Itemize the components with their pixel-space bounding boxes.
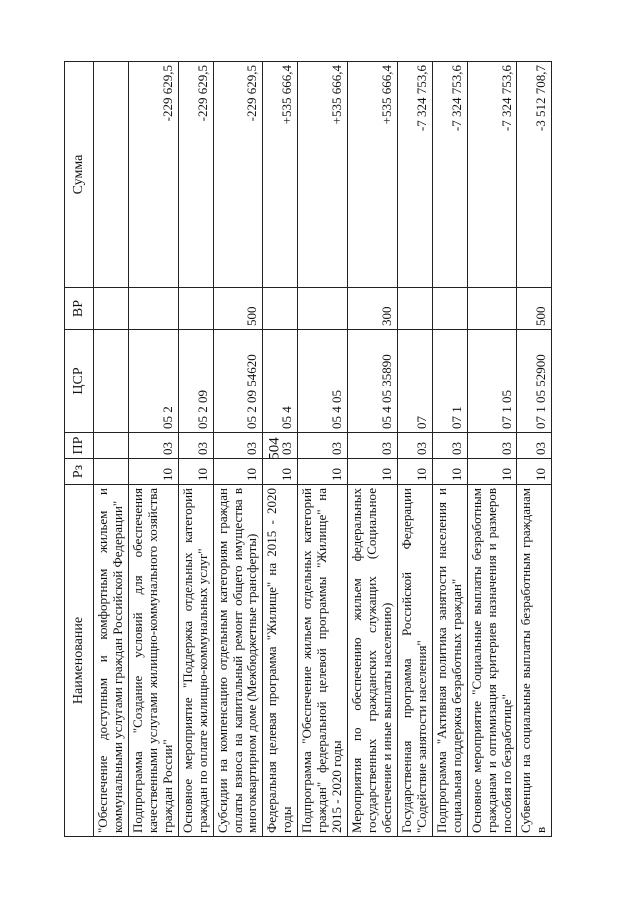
- table-row: [213, 62, 263, 837]
- cell-csr: 05 4 05 35890: [348, 330, 398, 433]
- cell-name: "Обеспечение доступным и комфортным жильем и коммунальными услугами граждан Российской Федерации": [94, 485, 129, 837]
- table-row: [128, 62, 178, 837]
- cell-vr: [94, 288, 129, 330]
- cell-name: Мероприятия по обеспечению жильем федеральных государственных гражданских служащих (Социальное обеспечение и иные выплаты населению): [348, 485, 398, 837]
- header-csr: ЦСР: [65, 330, 94, 433]
- cell-rz: 10: [263, 459, 298, 485]
- cell-pr: 03: [178, 433, 213, 459]
- table-body: [94, 62, 552, 837]
- cell-name: Основное мероприятие "Поддержка отдельных категорий граждан по оплате жилищно-коммунальных услуг": [178, 485, 213, 837]
- cell-vr: [263, 288, 298, 330]
- table-row: [467, 62, 517, 837]
- cell-name: Подпрограмма "Обеспечение жильем отдельных категорий граждан" федеральной целевой программы "Жилище" на 2015 - 2020 годы: [298, 485, 348, 837]
- cell-vr: [178, 288, 213, 330]
- cell-pr: 03: [128, 433, 178, 459]
- cell-name: Государственная программа Российской Федерации "Содействие занятости населения": [397, 485, 432, 837]
- cell-rz: 10: [178, 459, 213, 485]
- cell-sum: [94, 62, 129, 288]
- cell-rz: 10: [128, 459, 178, 485]
- cell-csr: 05 2 09 54620: [213, 330, 263, 433]
- header-vr: ВР: [65, 288, 94, 330]
- cell-vr: [298, 288, 348, 330]
- table-row: [348, 62, 398, 837]
- cell-rz: [94, 459, 129, 485]
- cell-csr: 07: [397, 330, 432, 433]
- cell-pr: 03: [298, 433, 348, 459]
- header-rz: Рз: [65, 459, 94, 485]
- header-row: [65, 62, 94, 837]
- cell-csr: 07 1 05 52900: [517, 330, 552, 433]
- header-sum: Сумма: [65, 62, 94, 288]
- cell-sum: -229 629,5: [128, 62, 178, 288]
- cell-sum: +535 666,4: [263, 62, 298, 288]
- rotated-table-container: [64, 62, 636, 837]
- cell-rz: 10: [397, 459, 432, 485]
- table-row: [94, 62, 129, 837]
- budget-table: [64, 61, 552, 837]
- header-name: Наименование: [65, 485, 94, 837]
- cell-vr: 500: [517, 288, 552, 330]
- cell-name: Подпрограмма "Активная политика занятости населения и социальная поддержка безработных граждан": [432, 485, 467, 837]
- page-number: 504: [266, 437, 283, 460]
- cell-rz: 10: [348, 459, 398, 485]
- cell-csr: 05 4: [263, 330, 298, 433]
- cell-pr: 03: [213, 433, 263, 459]
- cell-name: Субвенции на социальные выплаты безработным гражданам в: [517, 485, 552, 837]
- cell-csr: [94, 330, 129, 433]
- cell-name: Субсидии на компенсацию отдельным категориям граждан оплаты взноса на капитальный ремонт общего имущества в многоквартирном доме (Межбюджетные трансферты): [213, 485, 263, 837]
- cell-vr: 300: [348, 288, 398, 330]
- table-row: [178, 62, 213, 837]
- cell-csr: 05 2 09: [178, 330, 213, 433]
- table-row: [432, 62, 467, 837]
- cell-vr: [467, 288, 517, 330]
- cell-vr: 500: [213, 288, 263, 330]
- cell-pr: 03: [517, 433, 552, 459]
- table-row: [298, 62, 348, 837]
- cell-sum: +535 666,4: [348, 62, 398, 288]
- header-pr: ПР: [65, 433, 94, 459]
- table-row: [397, 62, 432, 837]
- cell-rz: 10: [432, 459, 467, 485]
- cell-pr: 03: [467, 433, 517, 459]
- cell-rz: 10: [213, 459, 263, 485]
- cell-vr: [432, 288, 467, 330]
- cell-sum: +535 666,4: [298, 62, 348, 288]
- cell-csr: 07 1 05: [467, 330, 517, 433]
- cell-sum: -229 629,5: [213, 62, 263, 288]
- cell-rz: 10: [467, 459, 517, 485]
- cell-vr: [128, 288, 178, 330]
- table-row: [517, 62, 552, 837]
- cell-vr: [397, 288, 432, 330]
- cell-pr: 03: [432, 433, 467, 459]
- cell-csr: 07 1: [432, 330, 467, 433]
- table-row: [263, 62, 298, 837]
- cell-csr: 05 2: [128, 330, 178, 433]
- cell-sum: -7 324 753,6: [397, 62, 432, 288]
- cell-sum: -3 512 708,7: [517, 62, 552, 288]
- cell-csr: 05 4 05: [298, 330, 348, 433]
- cell-sum: -7 324 753,6: [467, 62, 517, 288]
- cell-pr: [94, 433, 129, 459]
- cell-sum: -229 629,5: [178, 62, 213, 288]
- cell-rz: 10: [517, 459, 552, 485]
- cell-pr: 03: [348, 433, 398, 459]
- cell-name: Основное мероприятие "Социальные выплаты безработным гражданам и оптимизация критериев назначения и размеров пособия по безработице": [467, 485, 517, 837]
- cell-rz: 10: [298, 459, 348, 485]
- cell-name: Подпрограмма "Создание условий для обеспечения качественными услугами жилищно-коммунального хозяйства граждан России": [128, 485, 178, 837]
- cell-name: Федеральная целевая программа "Жилище" на 2015 - 2020 годы: [263, 485, 298, 837]
- cell-pr: 03: [263, 433, 298, 459]
- cell-sum: -7 324 753,6: [432, 62, 467, 288]
- cell-pr: 03: [397, 433, 432, 459]
